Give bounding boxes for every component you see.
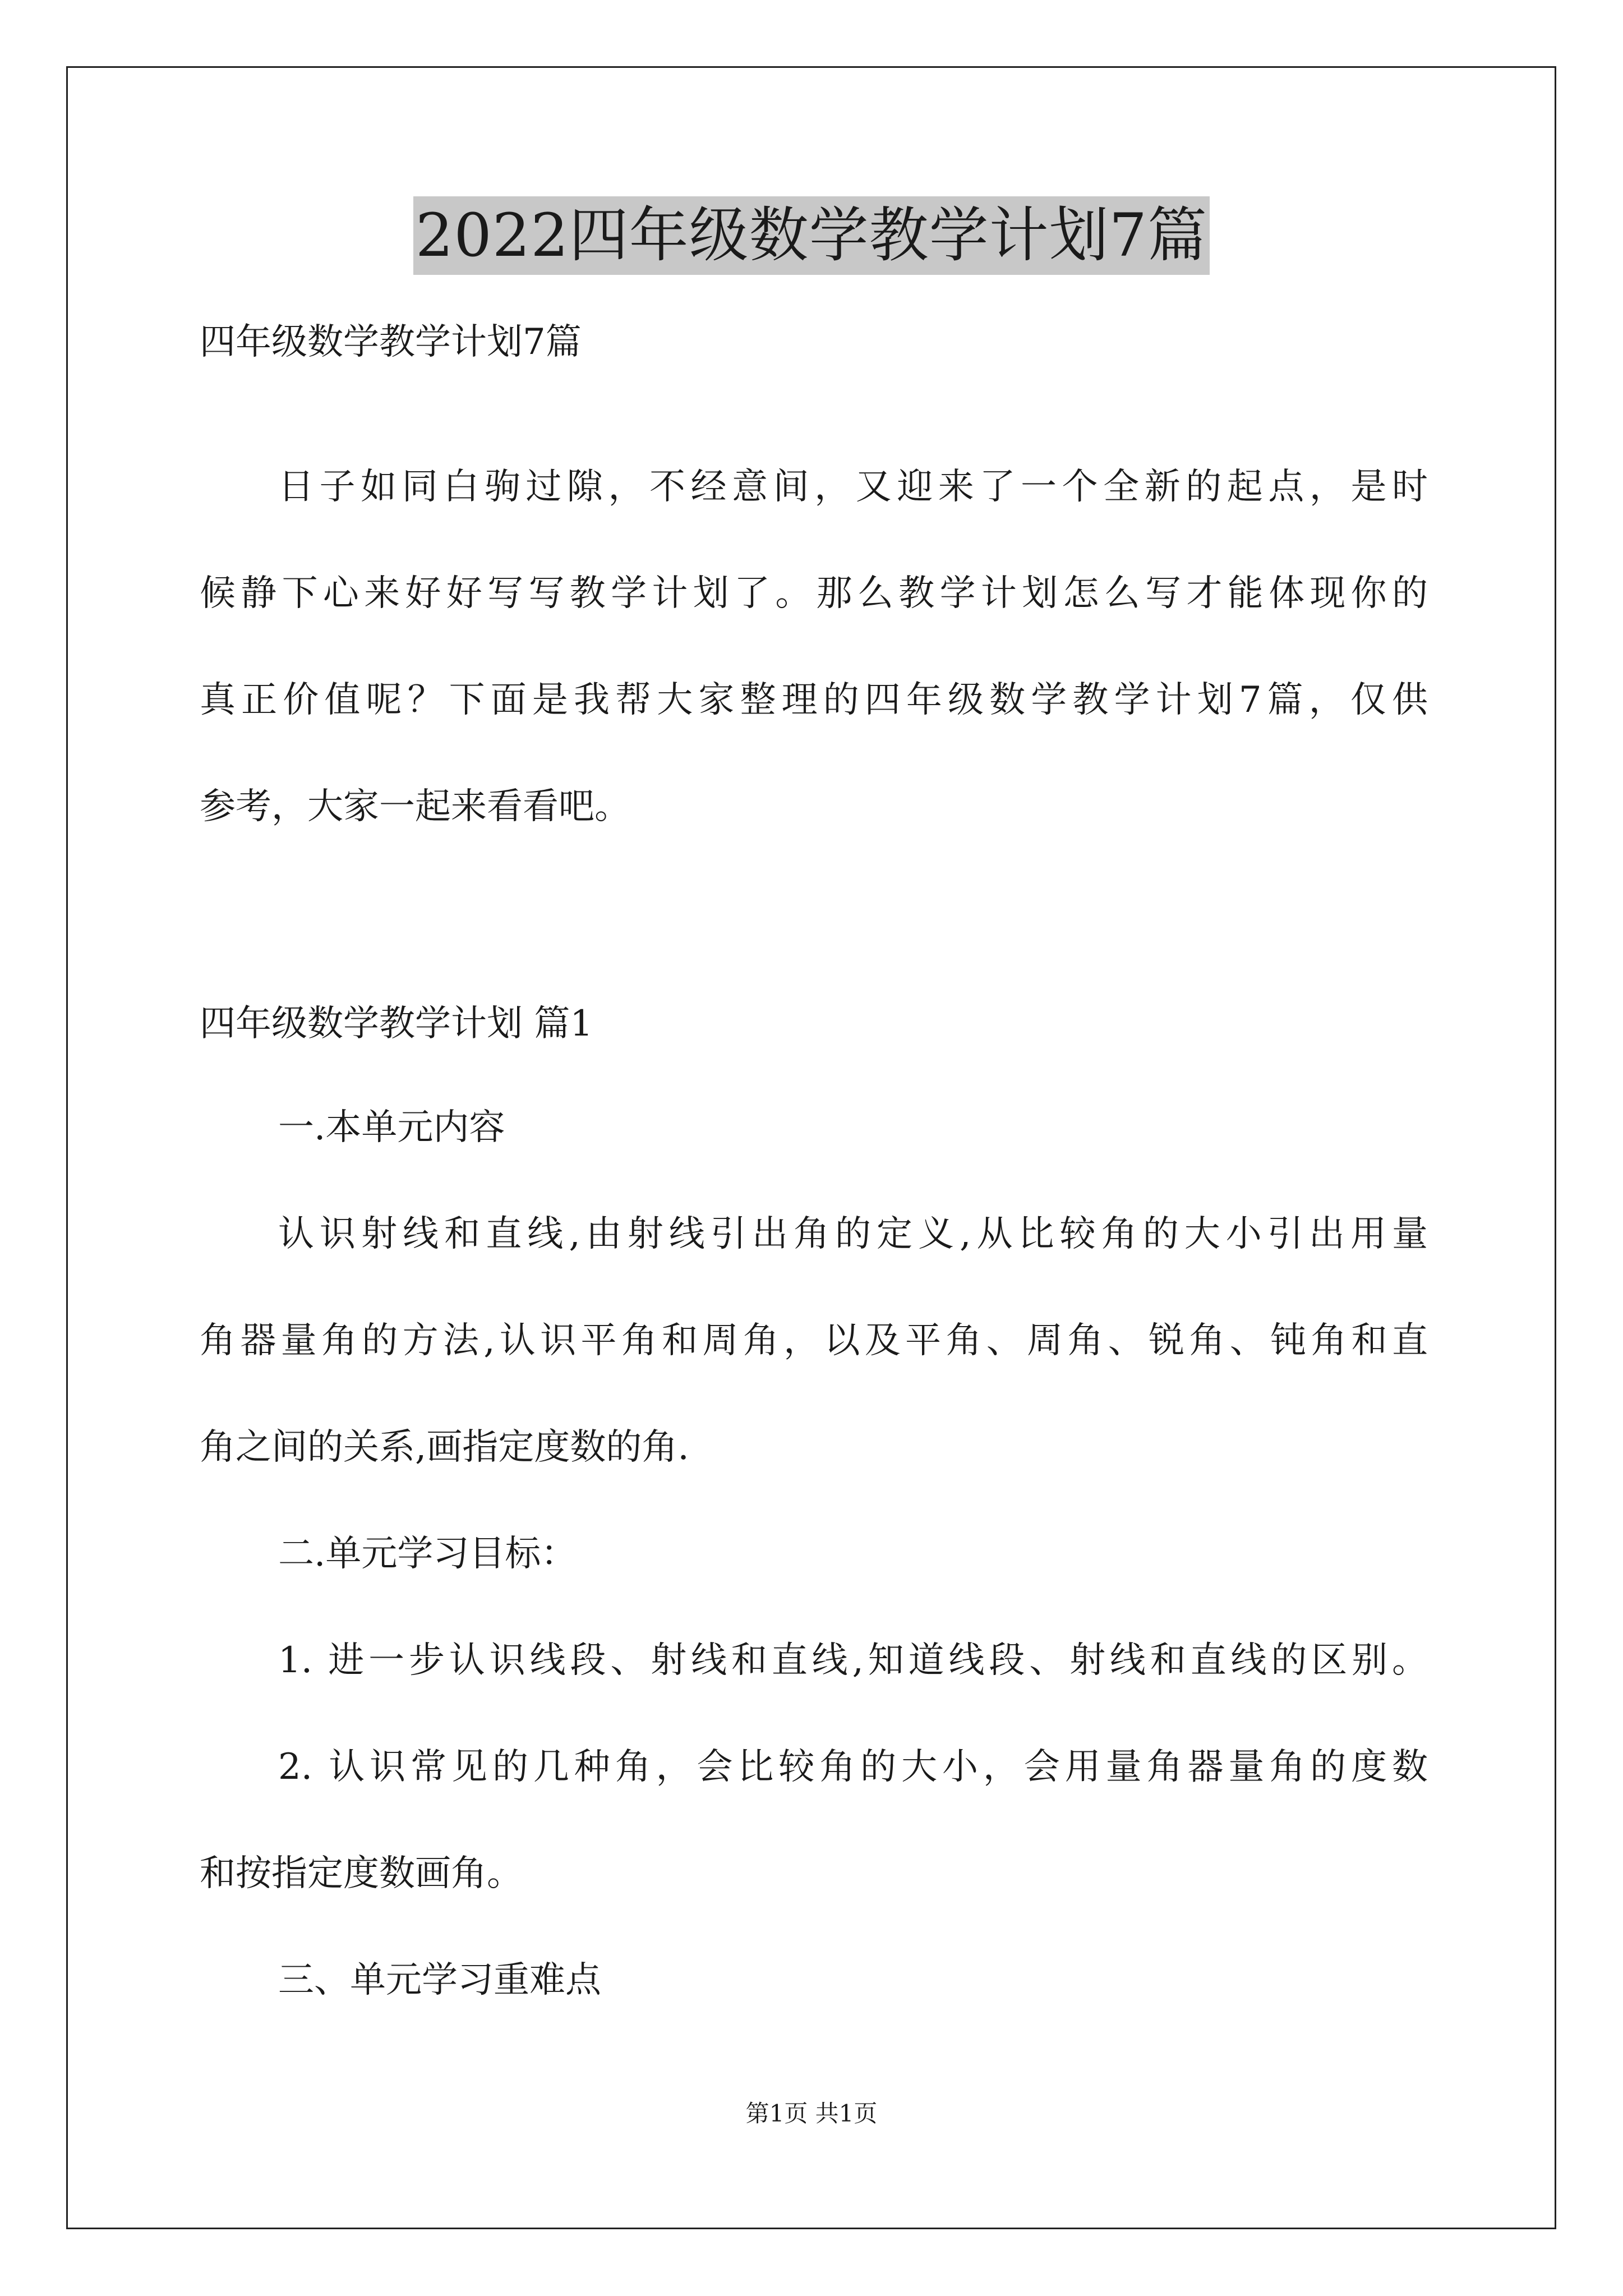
page-footer: 第1页 共1页 [745,2100,878,2127]
paragraph-line: 角之间的关系,画指定度数的角. [200,1427,689,1468]
paragraph-line: 候静下心来好好写写教学计划了。那么教学计划怎么写才能体现你的 [200,573,1428,614]
paragraph-line: 认识射线和直线,由射线引出角的定义,从比较角的大小引出用量 [278,1213,1428,1255]
section-subheading: 三、单元学习重难点 [278,1959,601,2001]
section-subheading: 二.单元学习目标： [278,1533,577,1575]
section-heading: 四年级数学教学计划 篇1 [200,1003,593,1045]
title-container [0,196,1623,275]
list-item: 1. 进一步认识线段、射线和直线,知道线段、射线和直线的区别。 [278,1640,1428,1681]
paragraph-line: 参考，大家一起来看看吧。 [200,786,630,827]
subtitle-line: 四年级数学教学计划7篇 [200,321,582,363]
section-subheading: 一.本单元内容 [278,1107,505,1148]
paragraph-line: 真正价值呢？下面是我帮大家整理的四年级数学教学计划7篇，仅供 [200,679,1428,721]
document-title: 2022四年级数学教学计划7篇 [413,196,1210,275]
list-item: 2. 认识常见的几种角，会比较角的大小，会用量角器量角的度数 [278,1746,1428,1788]
paragraph-line: 角器量角的方法,认识平角和周角，以及平角、周角、锐角、钝角和直 [200,1320,1428,1361]
list-item-continued: 和按指定度数画角。 [200,1853,523,1894]
paragraph-line: 日子如同白驹过隙，不经意间，又迎来了一个全新的起点，是时 [278,466,1428,508]
